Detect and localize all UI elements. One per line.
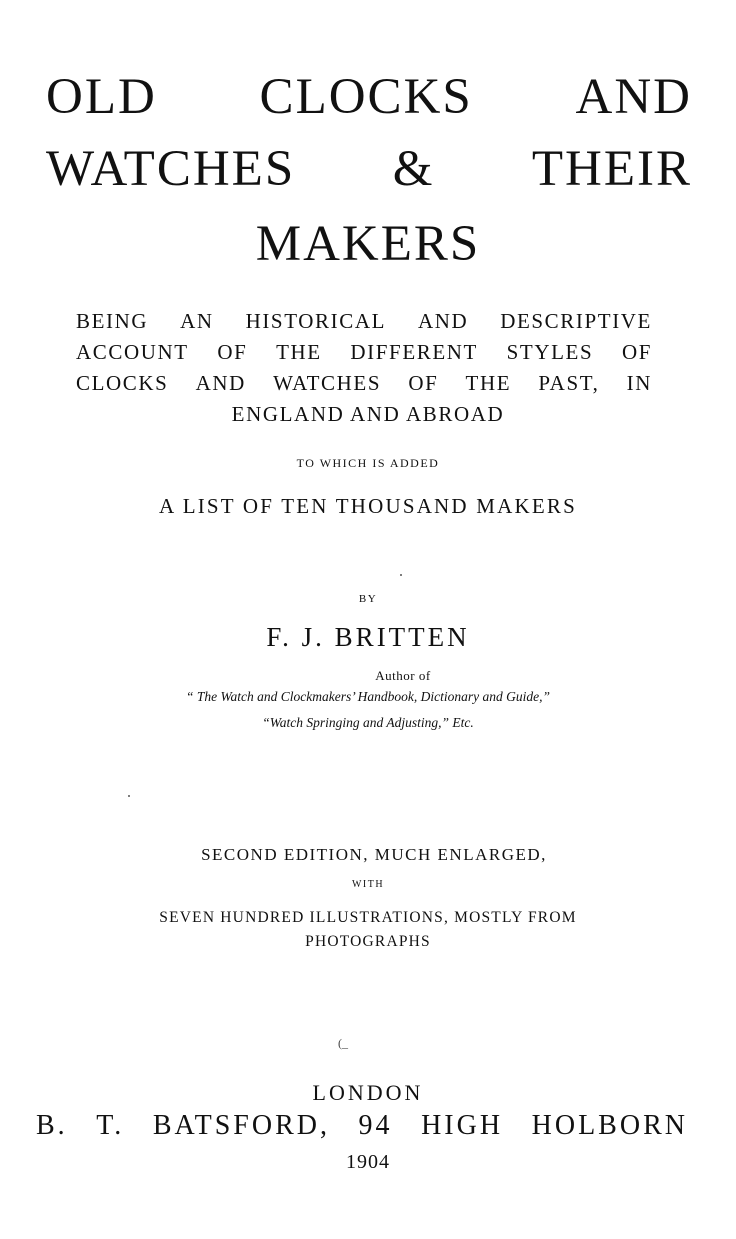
subtitle-word: AND: [417, 309, 469, 333]
added-list: A LIST OF TEN THOUSAND MAKERS: [159, 494, 577, 518]
publisher-word: HIGH: [421, 1110, 504, 1141]
subtitle-word: OF: [408, 371, 439, 395]
subtitle-word: WATCHES: [273, 371, 382, 395]
subtitle-word: OF: [217, 340, 248, 364]
imprint-city: LONDON: [312, 1080, 424, 1105]
works-line-1: “ The Watch and Clockmakers’ Handbook, Dictionary and Guide,”: [186, 689, 550, 704]
edition-line-2: SEVEN HUNDRED ILLUSTRATIONS, MOSTLY FROM: [159, 909, 577, 926]
edition-line-3: PHOTOGRAPHS: [305, 933, 431, 950]
added-intro: TO WHICH IS ADDED: [296, 456, 440, 470]
subtitle-word: ACCOUNT: [76, 340, 189, 364]
subtitle-word: AND: [195, 371, 246, 395]
subtitle-word: HISTORICAL: [245, 309, 387, 333]
subtitle-word: CLOCKS: [76, 371, 169, 395]
speck: [128, 795, 130, 797]
title-word: AND: [575, 69, 692, 125]
subtitle-word: THE: [465, 371, 512, 395]
imprint-publisher: [0, 1112, 736, 1140]
works-line-2: “Watch Springing and Adjusting,” Etc.: [262, 715, 474, 730]
title-word: OLD: [46, 69, 157, 125]
subtitle-word: AN: [180, 309, 214, 333]
title-word: CLOCKS: [259, 69, 473, 125]
subtitle-line-2: [0, 342, 736, 363]
subtitle-word: BEING: [76, 309, 149, 333]
publisher-word: 94: [358, 1110, 393, 1141]
subtitle-line-3: [0, 373, 736, 394]
edition-line-1: SECOND EDITION, MUCH ENLARGED,: [201, 845, 547, 864]
publisher-word: B.: [36, 1110, 68, 1141]
title-word: THEIR: [531, 141, 692, 197]
publisher-word: BATSFORD,: [152, 1110, 330, 1141]
subtitle-word: DESCRIPTIVE: [500, 309, 652, 333]
subtitle-word: IN: [626, 371, 652, 395]
title-line-1: [0, 69, 736, 125]
subtitle-line-4: ENGLAND AND ABROAD: [231, 402, 505, 426]
subtitle-line-1: [0, 311, 736, 332]
publisher-word: HOLBORN: [531, 1110, 688, 1141]
author-of-label: Author of: [375, 668, 431, 683]
author-name: F. J. BRITTEN: [266, 622, 470, 652]
subtitle-word: DIFFERENT: [350, 340, 478, 364]
subtitle-word: OF: [621, 340, 652, 364]
imprint-year: 1904: [346, 1151, 390, 1173]
subtitle-word: PAST,: [538, 371, 600, 395]
publisher-word: T.: [96, 1110, 125, 1141]
by-label: BY: [358, 593, 378, 605]
title-line-3: MAKERS: [255, 216, 481, 272]
title-line-2: [0, 141, 736, 197]
edition-with: WITH: [351, 879, 385, 890]
subtitle-word: THE: [276, 340, 322, 364]
printer-mark: (_: [338, 1036, 348, 1050]
subtitle-word: STYLES: [506, 340, 594, 364]
title-word: WATCHES: [46, 141, 296, 197]
speck: [400, 574, 402, 576]
title-word: &: [392, 141, 435, 197]
